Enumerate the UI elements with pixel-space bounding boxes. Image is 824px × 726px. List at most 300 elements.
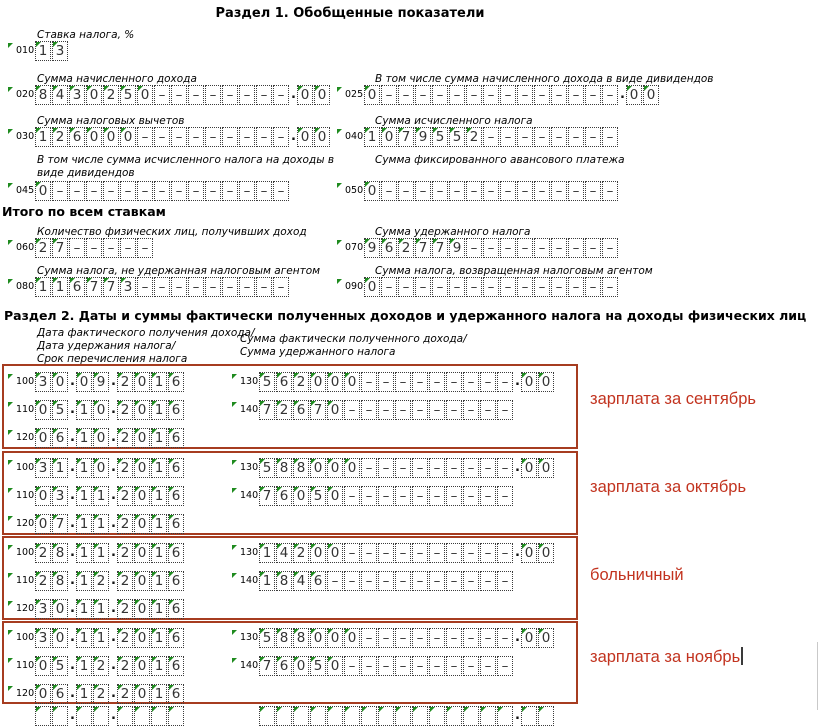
digit-cell[interactable]: 5 — [259, 458, 275, 478]
empty-cell[interactable] — [463, 706, 479, 726]
digit-cell[interactable]: 1 — [93, 486, 109, 506]
digit-cell[interactable]: 0 — [134, 628, 150, 648]
digit-cell[interactable]: 6 — [69, 277, 85, 297]
digit-cell[interactable]: 0 — [643, 85, 659, 105]
digit-cell[interactable]: 8 — [276, 458, 292, 478]
empty-cell[interactable]: – — [497, 571, 513, 591]
empty-cell[interactable]: – — [154, 85, 170, 105]
digit-cell[interactable]: 6 — [293, 400, 309, 420]
empty-cell[interactable]: – — [412, 400, 428, 420]
digit-cell[interactable]: 0 — [310, 543, 326, 563]
digit-cell[interactable]: 0 — [521, 543, 537, 563]
digit-cell[interactable]: 6 — [168, 684, 184, 704]
digit-cell[interactable]: 1 — [151, 514, 167, 534]
digit-cell[interactable]: 6 — [168, 571, 184, 591]
digit-cell[interactable]: 2 — [117, 628, 133, 648]
empty-cell[interactable]: – — [378, 543, 394, 563]
digit-cell[interactable]: 0 — [521, 628, 537, 648]
empty-cell[interactable]: – — [517, 238, 533, 258]
empty-cell[interactable]: – — [361, 458, 377, 478]
empty-cell[interactable]: – — [378, 400, 394, 420]
empty-cell[interactable]: – — [412, 372, 428, 392]
annotation-september[interactable]: зарплата за сентябрь — [590, 390, 757, 408]
empty-cell[interactable]: – — [239, 181, 255, 201]
empty-cell[interactable]: – — [497, 458, 513, 478]
digit-cell[interactable]: 0 — [521, 458, 537, 478]
empty-cell[interactable] — [429, 706, 445, 726]
digit-cell[interactable]: 0 — [314, 127, 330, 147]
empty-cell[interactable]: – — [432, 85, 448, 105]
digit-cell[interactable]: 1 — [151, 400, 167, 420]
digit-cell[interactable]: 2 — [103, 85, 119, 105]
digit-cell[interactable]: 1 — [259, 543, 275, 563]
digit-cell[interactable]: 6 — [168, 599, 184, 619]
digit-cell[interactable]: 0 — [76, 372, 92, 392]
empty-cell[interactable]: – — [463, 571, 479, 591]
digit-cell[interactable]: 4 — [293, 571, 309, 591]
digit-cell[interactable]: 1 — [76, 400, 92, 420]
digit-cell[interactable]: 1 — [76, 543, 92, 563]
empty-cell[interactable]: – — [361, 543, 377, 563]
digit-cell[interactable]: 8 — [276, 628, 292, 648]
digit-cell[interactable]: 5 — [259, 372, 275, 392]
empty-cell[interactable]: – — [344, 571, 360, 591]
digit-cell[interactable]: 0 — [521, 372, 537, 392]
empty-cell[interactable]: – — [568, 127, 584, 147]
empty-cell[interactable]: – — [171, 277, 187, 297]
digit-cell[interactable]: 7 — [415, 238, 431, 258]
digit-cell[interactable]: 0 — [35, 486, 51, 506]
digit-cell[interactable]: 1 — [364, 127, 380, 147]
digit-cell[interactable]: 0 — [134, 458, 150, 478]
empty-cell[interactable]: – — [188, 127, 204, 147]
digit-cell[interactable]: 7 — [432, 238, 448, 258]
empty-cell[interactable]: – — [171, 181, 187, 201]
digit-cell[interactable]: 0 — [134, 571, 150, 591]
empty-cell[interactable]: – — [239, 127, 255, 147]
empty-cell[interactable]: – — [585, 181, 601, 201]
empty-cell[interactable]: – — [273, 85, 289, 105]
empty-cell[interactable]: – — [534, 85, 550, 105]
empty-cell[interactable]: – — [497, 400, 513, 420]
digit-cell[interactable]: 5 — [432, 127, 448, 147]
digit-cell[interactable]: 0 — [137, 85, 153, 105]
empty-cell[interactable]: – — [463, 543, 479, 563]
empty-cell[interactable]: – — [463, 458, 479, 478]
digit-cell[interactable]: 0 — [134, 684, 150, 704]
empty-cell[interactable]: – — [500, 181, 516, 201]
empty-cell[interactable]: – — [361, 656, 377, 676]
digit-cell[interactable]: 8 — [52, 571, 68, 591]
digit-cell[interactable]: 6 — [276, 372, 292, 392]
digit-cell[interactable]: 9 — [449, 238, 465, 258]
empty-cell[interactable]: – — [602, 277, 618, 297]
empty-cell[interactable]: – — [256, 127, 272, 147]
digit-cell[interactable]: 6 — [310, 571, 326, 591]
empty-cell[interactable]: – — [429, 656, 445, 676]
empty-cell[interactable]: – — [534, 181, 550, 201]
empty-cell[interactable] — [276, 706, 292, 726]
digit-cell[interactable]: 8 — [52, 543, 68, 563]
digit-cell[interactable]: 5 — [120, 85, 136, 105]
empty-cell[interactable]: – — [273, 127, 289, 147]
empty-cell[interactable]: – — [205, 127, 221, 147]
digit-cell[interactable]: 6 — [276, 656, 292, 676]
empty-cell[interactable]: – — [480, 571, 496, 591]
digit-cell[interactable]: 2 — [93, 656, 109, 676]
empty-cell[interactable]: – — [381, 277, 397, 297]
digit-cell[interactable]: 2 — [293, 543, 309, 563]
empty-cell[interactable]: – — [395, 628, 411, 648]
digit-cell[interactable]: 7 — [259, 656, 275, 676]
empty-cell[interactable]: – — [256, 85, 272, 105]
digit-cell[interactable]: 3 — [35, 372, 51, 392]
empty-cell[interactable]: – — [551, 85, 567, 105]
empty-cell[interactable] — [168, 706, 184, 726]
empty-cell[interactable]: – — [449, 277, 465, 297]
digit-cell[interactable]: 0 — [297, 85, 313, 105]
empty-cell[interactable]: – — [86, 238, 102, 258]
empty-cell[interactable]: – — [429, 571, 445, 591]
digit-cell[interactable]: 0 — [327, 400, 343, 420]
digit-cell[interactable]: 1 — [35, 277, 51, 297]
digit-cell[interactable]: 0 — [314, 85, 330, 105]
empty-cell[interactable]: – — [412, 486, 428, 506]
digit-cell[interactable]: 0 — [310, 372, 326, 392]
empty-cell[interactable]: – — [395, 458, 411, 478]
digit-cell[interactable]: 0 — [134, 599, 150, 619]
empty-cell[interactable]: – — [568, 238, 584, 258]
empty-cell[interactable]: – — [602, 127, 618, 147]
digit-cell[interactable]: 2 — [117, 599, 133, 619]
empty-cell[interactable]: – — [500, 277, 516, 297]
annotation-november-text[interactable]: зарплата за ноябрь — [590, 648, 741, 666]
digit-cell[interactable]: 6 — [168, 458, 184, 478]
empty-cell[interactable]: – — [188, 85, 204, 105]
empty-cell[interactable]: – — [412, 458, 428, 478]
empty-cell[interactable] — [93, 706, 109, 726]
empty-cell[interactable]: – — [378, 656, 394, 676]
digit-cell[interactable]: 1 — [151, 372, 167, 392]
digit-cell[interactable]: 0 — [538, 628, 554, 648]
digit-cell[interactable]: 1 — [76, 428, 92, 448]
empty-cell[interactable]: – — [500, 127, 516, 147]
digit-cell[interactable]: 1 — [76, 684, 92, 704]
empty-cell[interactable]: – — [466, 181, 482, 201]
digit-cell[interactable]: 0 — [381, 127, 397, 147]
digit-cell[interactable]: 0 — [52, 599, 68, 619]
empty-cell[interactable]: – — [395, 571, 411, 591]
empty-cell[interactable]: – — [412, 571, 428, 591]
digit-cell[interactable]: 7 — [52, 238, 68, 258]
empty-cell[interactable]: – — [483, 181, 499, 201]
empty-cell[interactable]: – — [137, 127, 153, 147]
digit-cell[interactable]: 1 — [76, 628, 92, 648]
empty-cell[interactable]: – — [171, 85, 187, 105]
digit-cell[interactable]: 3 — [52, 41, 68, 61]
digit-cell[interactable]: 5 — [259, 628, 275, 648]
digit-cell[interactable]: 0 — [344, 458, 360, 478]
digit-cell[interactable]: 2 — [117, 458, 133, 478]
empty-cell[interactable]: – — [69, 181, 85, 201]
empty-cell[interactable]: – — [154, 277, 170, 297]
digit-cell[interactable]: 0 — [35, 684, 51, 704]
digit-cell[interactable]: 0 — [538, 458, 554, 478]
digit-cell[interactable]: 0 — [134, 372, 150, 392]
digit-cell[interactable]: 2 — [35, 238, 51, 258]
empty-cell[interactable]: – — [415, 181, 431, 201]
digit-cell[interactable]: 1 — [52, 277, 68, 297]
empty-cell[interactable]: – — [483, 85, 499, 105]
empty-cell[interactable]: – — [171, 127, 187, 147]
empty-cell[interactable] — [327, 706, 343, 726]
digit-cell[interactable]: 0 — [93, 428, 109, 448]
digit-cell[interactable]: 0 — [35, 514, 51, 534]
empty-cell[interactable]: – — [222, 85, 238, 105]
empty-cell[interactable]: – — [480, 628, 496, 648]
digit-cell[interactable]: 0 — [93, 400, 109, 420]
digit-cell[interactable]: 1 — [151, 428, 167, 448]
digit-cell[interactable]: 5 — [310, 656, 326, 676]
empty-cell[interactable]: – — [344, 543, 360, 563]
digit-cell[interactable]: 1 — [52, 458, 68, 478]
empty-cell[interactable]: – — [103, 181, 119, 201]
empty-cell[interactable]: – — [446, 571, 462, 591]
empty-cell[interactable]: – — [188, 277, 204, 297]
digit-cell[interactable]: 7 — [103, 277, 119, 297]
digit-cell[interactable]: 0 — [293, 656, 309, 676]
empty-cell[interactable]: – — [120, 181, 136, 201]
digit-cell[interactable]: 1 — [151, 656, 167, 676]
empty-cell[interactable]: – — [256, 277, 272, 297]
empty-cell[interactable]: – — [344, 656, 360, 676]
digit-cell[interactable]: 1 — [151, 543, 167, 563]
digit-cell[interactable]: 3 — [120, 277, 136, 297]
digit-cell[interactable]: 0 — [364, 85, 380, 105]
digit-cell[interactable]: 9 — [415, 127, 431, 147]
empty-cell[interactable]: – — [239, 277, 255, 297]
empty-cell[interactable]: – — [378, 571, 394, 591]
empty-cell[interactable]: – — [463, 372, 479, 392]
empty-cell[interactable]: – — [449, 181, 465, 201]
empty-cell[interactable]: – — [361, 400, 377, 420]
empty-cell[interactable]: – — [415, 85, 431, 105]
digit-cell[interactable]: 1 — [76, 514, 92, 534]
empty-cell[interactable]: – — [483, 277, 499, 297]
empty-cell[interactable]: – — [585, 238, 601, 258]
digit-cell[interactable]: 6 — [168, 486, 184, 506]
empty-cell[interactable]: – — [534, 238, 550, 258]
empty-cell[interactable]: – — [52, 181, 68, 201]
empty-cell[interactable]: – — [103, 238, 119, 258]
digit-cell[interactable]: 2 — [117, 543, 133, 563]
digit-cell[interactable]: 2 — [117, 372, 133, 392]
empty-cell[interactable] — [480, 706, 496, 726]
empty-cell[interactable]: – — [446, 400, 462, 420]
digit-cell[interactable]: 7 — [86, 277, 102, 297]
digit-cell[interactable]: 2 — [93, 571, 109, 591]
empty-cell[interactable]: – — [432, 181, 448, 201]
empty-cell[interactable]: – — [446, 656, 462, 676]
digit-cell[interactable]: 0 — [52, 372, 68, 392]
empty-cell[interactable]: – — [585, 85, 601, 105]
empty-cell[interactable] — [35, 706, 51, 726]
digit-cell[interactable]: 2 — [117, 656, 133, 676]
digit-cell[interactable]: 9 — [93, 372, 109, 392]
empty-cell[interactable]: – — [361, 571, 377, 591]
digit-cell[interactable]: 5 — [52, 656, 68, 676]
empty-cell[interactable]: – — [381, 181, 397, 201]
empty-cell[interactable] — [344, 706, 360, 726]
empty-cell[interactable]: – — [480, 458, 496, 478]
digit-cell[interactable]: 0 — [86, 85, 102, 105]
empty-cell[interactable]: – — [378, 372, 394, 392]
empty-cell[interactable]: – — [568, 85, 584, 105]
digit-cell[interactable]: 0 — [134, 400, 150, 420]
empty-cell[interactable]: – — [398, 181, 414, 201]
empty-cell[interactable]: – — [395, 543, 411, 563]
digit-cell[interactable]: 1 — [151, 599, 167, 619]
empty-cell[interactable]: – — [137, 238, 153, 258]
digit-cell[interactable]: 1 — [151, 571, 167, 591]
digit-cell[interactable]: 4 — [276, 543, 292, 563]
digit-cell[interactable]: 8 — [293, 628, 309, 648]
empty-cell[interactable]: – — [429, 486, 445, 506]
digit-cell[interactable]: 1 — [93, 543, 109, 563]
empty-cell[interactable]: – — [381, 85, 397, 105]
digit-cell[interactable]: 7 — [52, 514, 68, 534]
empty-cell[interactable]: – — [344, 400, 360, 420]
digit-cell[interactable]: 1 — [76, 599, 92, 619]
empty-cell[interactable]: – — [412, 656, 428, 676]
digit-cell[interactable]: 6 — [276, 486, 292, 506]
digit-cell[interactable]: 0 — [93, 458, 109, 478]
empty-cell[interactable]: – — [480, 543, 496, 563]
empty-cell[interactable]: – — [602, 85, 618, 105]
empty-cell[interactable]: – — [86, 181, 102, 201]
empty-cell[interactable] — [310, 706, 326, 726]
digit-cell[interactable]: 0 — [327, 372, 343, 392]
digit-cell[interactable]: 6 — [168, 372, 184, 392]
empty-cell[interactable]: – — [446, 458, 462, 478]
digit-cell[interactable]: 6 — [69, 127, 85, 147]
digit-cell[interactable]: 2 — [117, 514, 133, 534]
digit-cell[interactable]: 2 — [117, 571, 133, 591]
digit-cell[interactable]: 6 — [52, 684, 68, 704]
digit-cell[interactable]: 0 — [327, 656, 343, 676]
empty-cell[interactable]: – — [154, 127, 170, 147]
digit-cell[interactable]: 1 — [151, 486, 167, 506]
digit-cell[interactable]: 6 — [168, 428, 184, 448]
digit-cell[interactable]: 5 — [449, 127, 465, 147]
empty-cell[interactable]: – — [395, 400, 411, 420]
empty-cell[interactable]: – — [463, 400, 479, 420]
empty-cell[interactable]: – — [361, 486, 377, 506]
digit-cell[interactable]: 2 — [117, 428, 133, 448]
empty-cell[interactable]: – — [585, 277, 601, 297]
digit-cell[interactable]: 2 — [293, 372, 309, 392]
empty-cell[interactable]: – — [361, 628, 377, 648]
empty-cell[interactable]: – — [534, 127, 550, 147]
digit-cell[interactable]: 1 — [76, 458, 92, 478]
digit-cell[interactable]: 6 — [168, 656, 184, 676]
digit-cell[interactable]: 6 — [168, 400, 184, 420]
empty-cell[interactable]: – — [497, 628, 513, 648]
digit-cell[interactable]: 0 — [327, 543, 343, 563]
empty-cell[interactable]: – — [205, 85, 221, 105]
digit-cell[interactable]: 2 — [117, 486, 133, 506]
empty-cell[interactable]: – — [480, 486, 496, 506]
digit-cell[interactable]: 3 — [35, 599, 51, 619]
empty-cell[interactable]: – — [517, 127, 533, 147]
empty-cell[interactable]: – — [205, 277, 221, 297]
digit-cell[interactable]: 2 — [52, 127, 68, 147]
empty-cell[interactable]: – — [69, 238, 85, 258]
digit-cell[interactable]: 8 — [35, 85, 51, 105]
digit-cell[interactable]: 0 — [35, 428, 51, 448]
empty-cell[interactable] — [361, 706, 377, 726]
digit-cell[interactable]: 0 — [293, 486, 309, 506]
empty-cell[interactable]: – — [378, 486, 394, 506]
digit-cell[interactable]: 0 — [103, 127, 119, 147]
digit-cell[interactable]: 7 — [259, 400, 275, 420]
digit-cell[interactable]: 6 — [52, 428, 68, 448]
digit-cell[interactable]: 5 — [52, 400, 68, 420]
annotation-sick-leave[interactable]: больничный — [590, 566, 684, 584]
digit-cell[interactable]: 6 — [168, 514, 184, 534]
empty-cell[interactable] — [293, 706, 309, 726]
digit-cell[interactable]: 5 — [310, 486, 326, 506]
digit-cell[interactable]: 2 — [276, 400, 292, 420]
empty-cell[interactable] — [378, 706, 394, 726]
empty-cell[interactable]: – — [551, 181, 567, 201]
empty-cell[interactable]: – — [497, 486, 513, 506]
empty-cell[interactable]: – — [480, 400, 496, 420]
digit-cell[interactable]: 8 — [276, 571, 292, 591]
empty-cell[interactable]: – — [466, 238, 482, 258]
empty-cell[interactable] — [134, 706, 150, 726]
digit-cell[interactable]: 2 — [35, 571, 51, 591]
digit-cell[interactable]: 2 — [117, 684, 133, 704]
digit-cell[interactable]: 0 — [364, 277, 380, 297]
empty-cell[interactable]: – — [466, 277, 482, 297]
digit-cell[interactable]: 3 — [52, 486, 68, 506]
empty-cell[interactable]: – — [534, 277, 550, 297]
empty-cell[interactable]: – — [568, 277, 584, 297]
empty-cell[interactable]: – — [273, 181, 289, 201]
digit-cell[interactable]: 0 — [134, 656, 150, 676]
digit-cell[interactable]: 0 — [344, 628, 360, 648]
empty-cell[interactable]: – — [517, 85, 533, 105]
empty-cell[interactable]: – — [446, 543, 462, 563]
empty-cell[interactable]: – — [188, 181, 204, 201]
digit-cell[interactable]: 3 — [69, 85, 85, 105]
digit-cell[interactable]: 0 — [35, 400, 51, 420]
empty-cell[interactable]: – — [429, 400, 445, 420]
digit-cell[interactable]: 2 — [93, 684, 109, 704]
empty-cell[interactable]: – — [395, 486, 411, 506]
digit-cell[interactable]: 1 — [151, 684, 167, 704]
empty-cell[interactable]: – — [429, 458, 445, 478]
empty-cell[interactable]: – — [273, 277, 289, 297]
empty-cell[interactable]: – — [344, 486, 360, 506]
digit-cell[interactable]: 4 — [52, 85, 68, 105]
digit-cell[interactable]: 1 — [76, 656, 92, 676]
digit-cell[interactable]: 3 — [35, 628, 51, 648]
digit-cell[interactable]: 0 — [35, 181, 51, 201]
empty-cell[interactable]: – — [395, 656, 411, 676]
empty-cell[interactable] — [395, 706, 411, 726]
